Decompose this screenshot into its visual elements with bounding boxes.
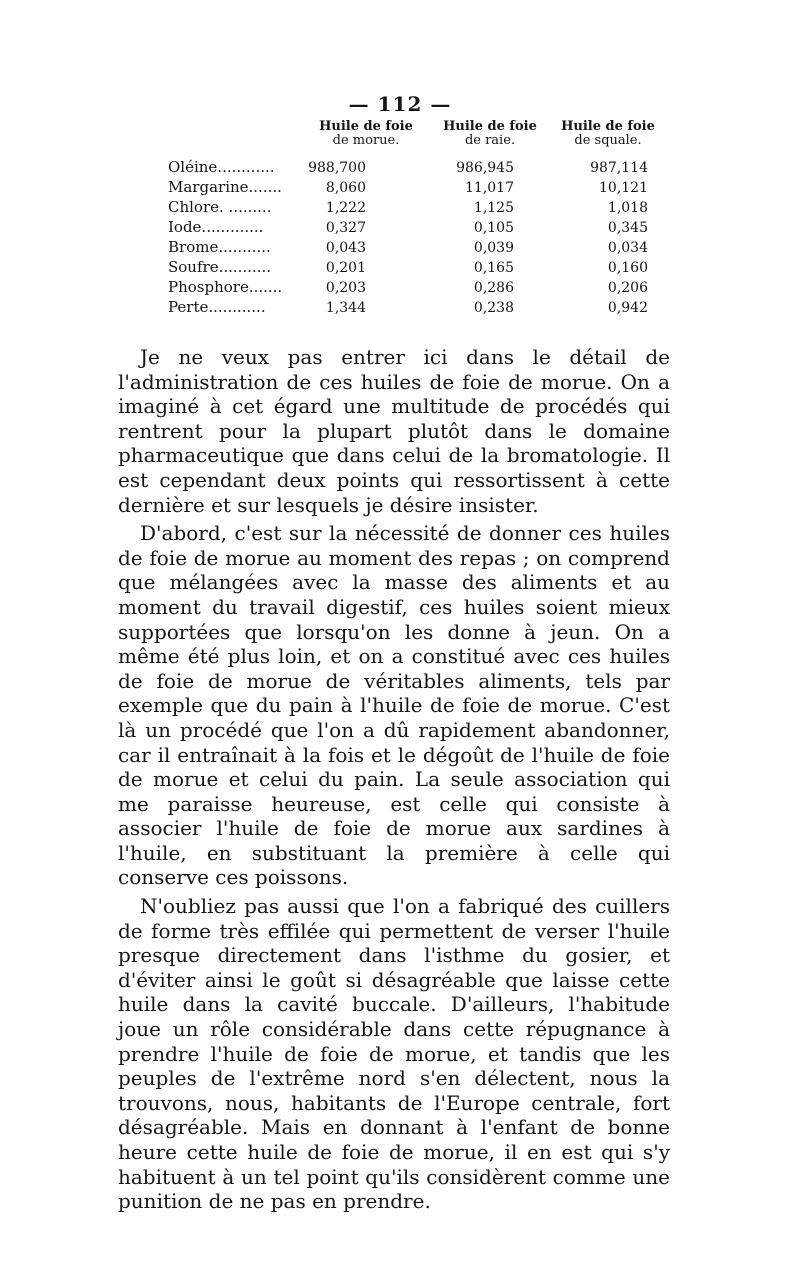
paragraph: Je ne veux pas entrer ici dans le détail de l'administration de ces huiles de foie de morue. On a imaginé à cet égard une multitude de procédés qui rentrent pour la plupart plutôt dans le domaine pharmaceutique que dans celui de la bromatologie. Il est cependant deux points qui ressortissent à cette dernière et sur lesquels je désire insister. (118, 345, 670, 517)
row-label: Phosphore....... (168, 278, 283, 296)
cell-value: 0,034 (607, 240, 648, 256)
cell-value: 0,238 (473, 300, 514, 316)
cell-value: 987,114 (590, 160, 648, 176)
cell-value: 0,203 (325, 280, 366, 296)
table-row (168, 160, 678, 180)
cell-value: 0,160 (607, 260, 648, 276)
cell-value: 11,017 (465, 180, 514, 196)
row-label: Oléine............ (168, 158, 275, 176)
row-label: Iode............. (168, 218, 264, 236)
column-header-cod: Huile de foie de morue. (319, 119, 413, 148)
paragraph: N'oubliez pas aussi que l'on a fabriqué des cuillers de forme très effilée qui permettent de verser l'huile presque directement dans l'isthme du gosier, et d'éviter ainsi le goût si désagréable que laisse cette huile dans la cavité buccale. D'ailleurs, l'habitude joue un rôle considérable dans cette répugnance à prendre l'huile de foie de morue, et tandis que les peuples de l'extrême nord s'en délectent, nous la trouvons, nous, habitants de l'Europe centrale, fort désagréable. Mais en donnant à l'enfant de bonne heure cette huile de foie de morue, il en est qui s'y habituent à un tel point qu'ils considèrent comme une punition de ne pas en prendre. (118, 894, 670, 1214)
cell-value: 0,039 (473, 240, 514, 256)
table-row (168, 300, 678, 320)
row-label: Brome........... (168, 238, 271, 256)
cell-value: 0,201 (325, 260, 366, 276)
cell-value: 1,125 (473, 200, 514, 216)
cell-value: 0,327 (325, 220, 366, 236)
row-label: Perte............ (168, 298, 266, 316)
table-row (168, 200, 678, 220)
cell-value: 0,165 (473, 260, 514, 276)
cell-value: 0,206 (607, 280, 648, 296)
cell-value: 0,345 (607, 220, 648, 236)
table-header-row (168, 120, 678, 160)
cell-value: 0,043 (325, 240, 366, 256)
table-row (168, 240, 678, 260)
page-number: — 112 — (348, 92, 452, 116)
cell-value: 1,344 (325, 300, 366, 316)
cell-value: 1,018 (607, 200, 648, 216)
column-header-ray: Huile de foie de raie. (443, 119, 537, 148)
table-row (168, 180, 678, 200)
row-label: Soufre........... (168, 258, 272, 276)
cell-value: 0,105 (473, 220, 514, 236)
cell-value: 0,942 (607, 300, 648, 316)
table-row (168, 280, 678, 300)
row-label: Margarine....... (168, 178, 282, 196)
composition-table (168, 120, 678, 320)
table-row (168, 260, 678, 280)
row-label: Chlore. ......... (168, 198, 272, 216)
column-header-shark: Huile de foie de squale. (561, 119, 655, 148)
cell-value: 10,121 (599, 180, 648, 196)
paragraph: D'abord, c'est sur la nécessité de donner ces huiles de foie de morue au moment des repas ; on comprend que mélangées avec la masse des aliments et au moment du travail digestif, ces huiles soient mieux supportées que lorsqu'on les donne à jeun. On a même été plus loin, et on a constitué avec ces huiles de foie de morue de véritables aliments, tels par exemple que du pain à l'huile de foie de morue. C'est là un procédé que l'on a dû rapidement abandonner, car il entraînait à la fois et le dégoût de l'huile de foie de morue et celui du pain. La seule association qui me paraisse heureuse, est celle qui consiste à associer l'huile de foie de morue aux sardines à l'huile, en substituant la première à celle qui conserve ces poissons. (118, 521, 670, 890)
cell-value: 1,222 (325, 200, 366, 216)
table-row (168, 220, 678, 240)
cell-value: 988,700 (308, 160, 366, 176)
cell-value: 986,945 (456, 160, 514, 176)
body-text (118, 345, 670, 1214)
cell-value: 0,286 (473, 280, 514, 296)
cell-value: 8,060 (325, 180, 366, 196)
